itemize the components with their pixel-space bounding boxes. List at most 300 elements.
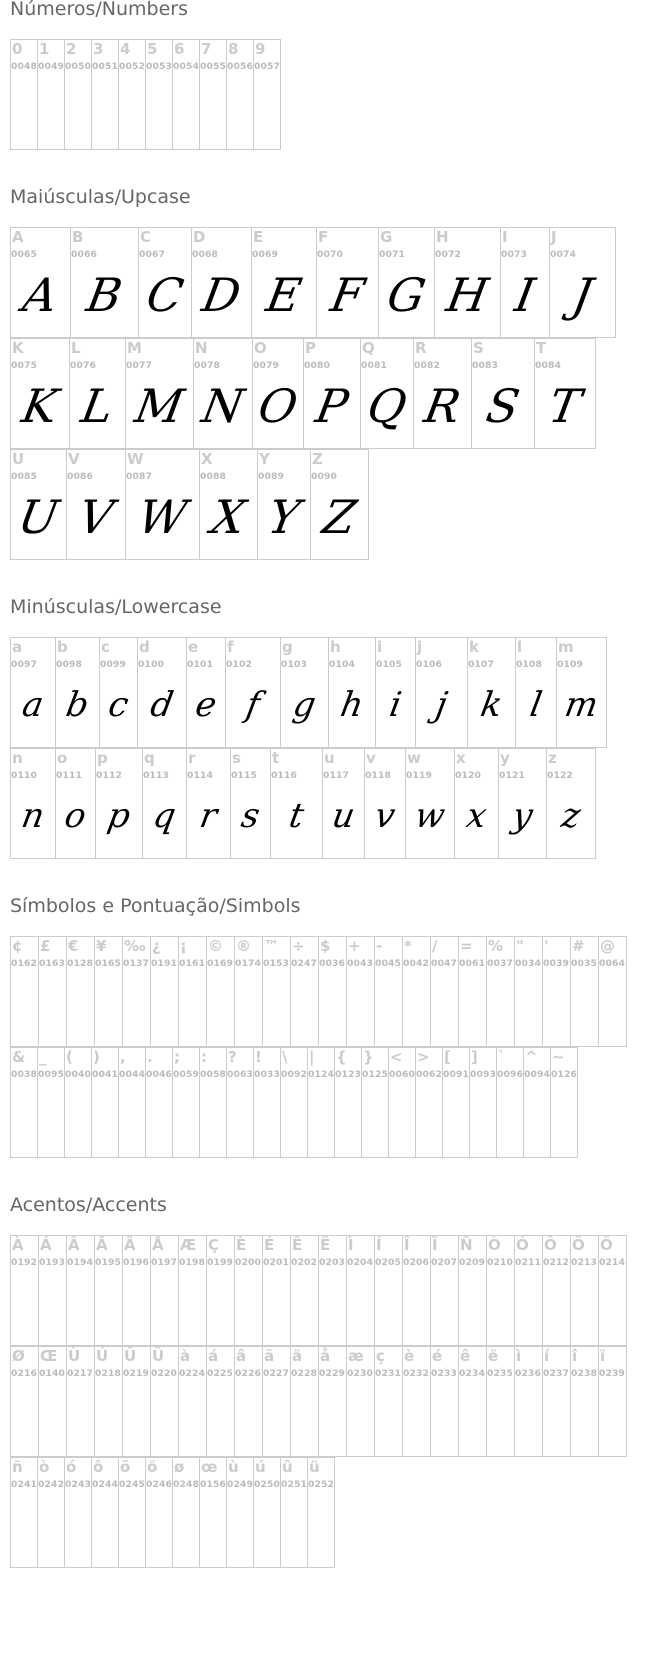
glyph-char-label: é — [432, 1347, 443, 1365]
glyph-code-label: 0137 — [123, 958, 149, 969]
glyph-code-label: 0097 — [11, 659, 37, 670]
glyph-char-label: J — [551, 228, 557, 246]
glyph-char-label: è — [404, 1347, 415, 1365]
glyph-char-label: í — [544, 1347, 550, 1365]
glyph-code-label: 0084 — [535, 360, 561, 371]
glyph-cell — [66, 449, 126, 560]
glyph-char-label: ™ — [264, 937, 279, 955]
glyph-cell — [118, 1457, 146, 1568]
glyph-cell — [125, 449, 200, 560]
glyph-cell — [270, 748, 323, 859]
glyph-cell — [91, 39, 119, 150]
glyph-code-label: 0070 — [317, 249, 343, 260]
glyph-code-label: 0125 — [362, 1069, 388, 1080]
glyph-code-label: 0077 — [126, 360, 152, 371]
glyph-char-label: ¢ — [12, 937, 23, 955]
glyph-char-label: M — [127, 339, 142, 357]
glyph-code-label: 0224 — [179, 1368, 205, 1379]
glyph-char-label: P — [305, 339, 316, 357]
section-title-accents: Acentos/Accents — [10, 1194, 167, 1216]
glyph-char-label: Ä — [124, 1236, 136, 1254]
glyph-preview: a — [19, 685, 47, 725]
glyph-char-label: ò — [39, 1458, 50, 1476]
glyph-char-label: Œ — [40, 1347, 58, 1365]
glyph-code-label: 0098 — [56, 659, 82, 670]
glyph-char-label: Ü — [152, 1347, 165, 1365]
glyph-cell — [142, 748, 187, 859]
glyph-cell — [95, 748, 143, 859]
glyph-cell — [234, 936, 263, 1047]
glyph-code-label: 0039 — [543, 958, 569, 969]
glyph-cell — [500, 227, 550, 338]
glyph-code-label: 0250 — [254, 1479, 280, 1490]
glyph-char-label: U — [12, 450, 25, 468]
glyph-char-label: ` — [498, 1048, 506, 1066]
glyph-cell — [253, 39, 281, 150]
upcase-row — [10, 449, 369, 560]
glyph-char-label: î — [572, 1347, 578, 1365]
glyph-char-label: @ — [600, 937, 615, 955]
glyph-code-label: 0236 — [515, 1368, 541, 1379]
glyph-code-label: 0218 — [95, 1368, 121, 1379]
glyph-cell — [66, 1235, 95, 1346]
glyph-char-label: i — [377, 638, 383, 656]
glyph-code-label: 0174 — [235, 958, 261, 969]
glyph-code-label: 0114 — [187, 770, 213, 781]
glyph-cell — [364, 748, 406, 859]
glyph-code-label: 0195 — [95, 1257, 121, 1268]
glyph-code-label: 0104 — [329, 659, 355, 670]
upcase-row — [10, 227, 616, 338]
glyph-cell — [226, 1047, 254, 1158]
glyph-cell — [145, 1457, 173, 1568]
glyph-char-label: c — [101, 638, 110, 656]
glyph-cell — [430, 1235, 459, 1346]
glyph-cell — [225, 637, 281, 748]
glyph-code-label: 0219 — [123, 1368, 149, 1379]
glyph-cell — [172, 1457, 200, 1568]
glyph-code-label: 0047 — [431, 958, 457, 969]
glyph-code-label: 0192 — [11, 1257, 37, 1268]
glyph-cell — [64, 1457, 92, 1568]
glyph-char-label: Ø — [12, 1347, 25, 1365]
glyph-preview: A — [19, 268, 62, 322]
glyph-char-label: ú — [255, 1458, 266, 1476]
glyph-code-label: 0229 — [319, 1368, 345, 1379]
glyph-cell — [550, 1047, 578, 1158]
glyph-preview: G — [383, 268, 430, 322]
glyph-preview: w — [411, 796, 449, 836]
glyph-preview: j — [432, 685, 451, 725]
glyph-preview: S — [482, 379, 524, 433]
glyph-cell — [137, 637, 187, 748]
glyph-code-label: 0096 — [497, 1069, 523, 1080]
glyph-code-label: 0073 — [501, 249, 527, 260]
glyph-preview: z — [558, 796, 584, 836]
glyph-char-label: : — [201, 1048, 207, 1066]
glyph-cell — [253, 1457, 281, 1568]
glyph-code-label: 0226 — [235, 1368, 261, 1379]
glyph-code-label: 0115 — [231, 770, 257, 781]
glyph-preview: h — [337, 685, 367, 725]
glyph-code-label: 0191 — [151, 958, 177, 969]
glyph-code-label: 0050 — [65, 61, 91, 72]
glyph-code-label: 0206 — [403, 1257, 429, 1268]
glyph-code-label: 0085 — [11, 471, 37, 482]
glyph-char-label: ÷ — [292, 937, 305, 955]
glyph-code-label: 0105 — [376, 659, 402, 670]
glyph-preview: Y — [264, 490, 304, 544]
glyph-preview: I — [511, 268, 539, 322]
glyph-code-label: 0153 — [263, 958, 289, 969]
glyph-char-label: X — [201, 450, 213, 468]
glyph-preview: D — [198, 268, 245, 322]
glyph-code-label: 0216 — [11, 1368, 37, 1379]
glyph-cell — [318, 1346, 347, 1457]
glyph-cell — [467, 637, 516, 748]
glyph-cell — [37, 39, 65, 150]
glyph-char-label: Û — [124, 1347, 137, 1365]
glyph-cell — [10, 338, 70, 449]
glyph-code-label: 0080 — [304, 360, 330, 371]
glyph-cell — [186, 637, 226, 748]
glyph-cell — [69, 338, 126, 449]
glyph-char-label: 0 — [12, 40, 23, 58]
glyph-char-label: ^ — [525, 1048, 538, 1066]
glyph-cell — [290, 1235, 319, 1346]
glyph-cell — [10, 39, 38, 150]
glyph-cell — [150, 1346, 179, 1457]
glyph-cell — [10, 449, 67, 560]
glyph-char-label: h — [330, 638, 341, 656]
glyph-cell — [310, 449, 369, 560]
glyph-code-label: 0035 — [571, 958, 597, 969]
glyph-char-label: Ò — [488, 1236, 501, 1254]
glyph-code-label: 0161 — [179, 958, 205, 969]
glyph-char-label: ä — [292, 1347, 303, 1365]
glyph-char-label: Æ — [180, 1236, 197, 1254]
glyph-char-label: V — [68, 450, 80, 468]
glyph-char-label: , — [120, 1048, 126, 1066]
glyph-preview: H — [442, 268, 493, 322]
glyph-preview: L — [77, 379, 118, 433]
glyph-code-label: 0060 — [389, 1069, 415, 1080]
glyph-char-label: K — [12, 339, 24, 357]
glyph-code-label: 0099 — [100, 659, 126, 670]
glyph-code-label: 0203 — [319, 1257, 345, 1268]
glyph-code-label: 0089 — [258, 471, 284, 482]
glyph-cell — [322, 748, 365, 859]
glyph-code-label: 0124 — [308, 1069, 334, 1080]
glyph-char-label: | — [309, 1048, 315, 1066]
glyph-char-label: Á — [40, 1236, 52, 1254]
glyph-code-label: 0245 — [119, 1479, 145, 1490]
glyph-code-label: 0231 — [375, 1368, 401, 1379]
glyph-cell — [374, 1235, 403, 1346]
glyph-cell — [280, 1457, 308, 1568]
glyph-char-label: < — [390, 1048, 403, 1066]
glyph-cell — [413, 338, 472, 449]
upcase-row — [10, 338, 596, 449]
glyph-char-label: + — [348, 937, 361, 955]
glyph-cell — [118, 1047, 146, 1158]
glyph-code-label: 0069 — [252, 249, 278, 260]
glyph-char-label: O — [254, 339, 267, 357]
glyph-cell — [361, 1047, 389, 1158]
glyph-char-label: ã — [264, 1347, 275, 1365]
glyph-preview: k — [477, 685, 506, 725]
glyph-char-label: j — [417, 638, 423, 656]
glyph-char-label: _ — [39, 1048, 47, 1066]
section-title-numbers: Números/Numbers — [10, 0, 188, 20]
glyph-cell — [598, 1235, 627, 1346]
glyph-char-label: * — [404, 937, 412, 955]
glyph-code-label: 0121 — [499, 770, 525, 781]
glyph-preview: T — [544, 379, 586, 433]
glyph-code-label: 0211 — [515, 1257, 541, 1268]
glyph-code-label: 0247 — [291, 958, 317, 969]
glyph-cell — [91, 1047, 119, 1158]
glyph-char-label: ü — [309, 1458, 320, 1476]
accents-row — [10, 1346, 627, 1457]
glyph-code-label: 0036 — [319, 958, 345, 969]
glyph-preview: l — [527, 685, 545, 725]
glyph-code-label: 0197 — [151, 1257, 177, 1268]
glyph-code-label: 0061 — [459, 958, 485, 969]
glyph-char-label: / — [432, 937, 438, 955]
glyph-cell — [10, 936, 39, 1047]
glyph-cell — [199, 1457, 227, 1568]
glyph-cell — [496, 1047, 524, 1158]
glyph-char-label: s — [232, 749, 241, 767]
glyph-preview: R — [420, 379, 465, 433]
glyph-code-label: 0244 — [92, 1479, 118, 1490]
glyph-preview: d — [147, 685, 177, 725]
glyph-cell — [415, 1047, 443, 1158]
glyph-code-label: 0111 — [56, 770, 82, 781]
glyph-cell — [486, 936, 515, 1047]
glyph-char-label: o — [57, 749, 68, 767]
glyph-cell — [55, 748, 96, 859]
glyph-code-label: 0112 — [96, 770, 122, 781]
glyph-code-label: 0063 — [227, 1069, 253, 1080]
glyph-char-label: b — [57, 638, 68, 656]
glyph-code-label: 0225 — [207, 1368, 233, 1379]
glyph-preview: V — [74, 490, 118, 544]
glyph-code-label: 0239 — [599, 1368, 625, 1379]
glyph-char-label: õ — [120, 1458, 131, 1476]
glyph-code-label: 0076 — [70, 360, 96, 371]
glyph-code-label: 0199 — [207, 1257, 233, 1268]
glyph-char-label: É — [264, 1236, 275, 1254]
glyph-preview: P — [311, 379, 353, 433]
glyph-char-label: l — [517, 638, 523, 656]
glyph-code-label: 0074 — [550, 249, 576, 260]
glyph-char-label: u — [324, 749, 335, 767]
glyph-cell — [206, 936, 235, 1047]
glyph-char-label: Î — [404, 1236, 410, 1254]
glyph-char-label: Â — [68, 1236, 80, 1254]
glyph-code-label: 0066 — [71, 249, 97, 260]
glyph-preview: U — [14, 490, 63, 544]
glyph-code-label: 0243 — [65, 1479, 91, 1490]
glyph-char-label: v — [366, 749, 376, 767]
glyph-code-label: 0117 — [323, 770, 349, 781]
glyph-char-label: ë — [488, 1347, 499, 1365]
glyph-char-label: ' — [544, 937, 549, 955]
glyph-char-label: ! — [255, 1048, 262, 1066]
glyph-cell — [178, 1235, 207, 1346]
glyph-char-label: D — [193, 228, 206, 246]
glyph-cell — [94, 1346, 123, 1457]
glyph-code-label: 0122 — [547, 770, 573, 781]
glyph-preview: g — [290, 685, 319, 725]
glyph-cell — [193, 338, 253, 449]
glyph-cell — [334, 1047, 362, 1158]
glyph-cell — [10, 227, 71, 338]
glyph-char-label: { — [336, 1048, 347, 1066]
glyph-preview: b — [63, 685, 92, 725]
numbers-row — [10, 39, 281, 150]
glyph-char-label: Õ — [572, 1236, 585, 1254]
glyph-char-label: H — [436, 228, 449, 246]
glyph-code-label: 0248 — [173, 1479, 199, 1490]
glyph-code-label: 0082 — [414, 360, 440, 371]
glyph-cell — [199, 1047, 227, 1158]
glyph-cell — [471, 338, 535, 449]
glyph-cell — [38, 1346, 67, 1457]
glyph-cell — [402, 1346, 431, 1457]
glyph-char-label: Ù — [68, 1347, 81, 1365]
glyph-char-label: C — [140, 228, 152, 246]
glyph-char-label: ? — [228, 1048, 237, 1066]
glyph-cell — [206, 1346, 235, 1457]
glyph-code-label: 0071 — [379, 249, 405, 260]
glyph-char-label: W — [127, 450, 144, 468]
glyph-code-label: 0075 — [11, 360, 37, 371]
glyph-char-label: ñ — [12, 1458, 23, 1476]
glyph-char-label: t — [272, 749, 280, 767]
glyph-char-label: \ — [282, 1048, 288, 1066]
glyph-char-label: R — [415, 339, 427, 357]
glyph-char-label: n — [12, 749, 23, 767]
glyph-code-label: 0235 — [487, 1368, 513, 1379]
glyph-cell — [570, 936, 599, 1047]
glyph-code-label: 0052 — [119, 61, 145, 72]
glyph-char-label: à — [180, 1347, 191, 1365]
glyph-code-label: 0108 — [516, 659, 542, 670]
glyph-preview: C — [142, 268, 188, 322]
glyph-code-label: 0083 — [472, 360, 498, 371]
glyph-cell — [172, 1047, 200, 1158]
glyph-code-label: 0165 — [95, 958, 121, 969]
glyph-cell — [66, 936, 95, 1047]
glyph-char-label: Ï — [432, 1236, 438, 1254]
glyph-preview: B — [82, 268, 127, 322]
glyph-code-label: 0209 — [459, 1257, 485, 1268]
glyph-cell — [290, 1346, 319, 1457]
glyph-code-label: 0103 — [281, 659, 307, 670]
glyph-preview: n — [18, 796, 48, 836]
glyph-code-label: 0041 — [92, 1069, 118, 1080]
glyph-preview: i — [386, 685, 405, 725]
glyph-code-label: 0220 — [151, 1368, 177, 1379]
glyph-code-label: 0106 — [416, 659, 442, 670]
accents-row — [10, 1235, 627, 1346]
glyph-cell — [458, 1235, 487, 1346]
glyph-code-label: 0120 — [455, 770, 481, 781]
glyph-cell — [64, 39, 92, 150]
glyph-char-label: ® — [236, 937, 251, 955]
glyph-code-label: 0194 — [67, 1257, 93, 1268]
glyph-code-label: 0116 — [271, 770, 297, 781]
glyph-cell — [542, 1235, 571, 1346]
glyph-code-label: 0086 — [67, 471, 93, 482]
glyph-char-label: w — [407, 749, 421, 767]
glyph-preview: x — [463, 796, 490, 836]
glyph-code-label: 0107 — [468, 659, 494, 670]
glyph-char-label: Ì — [348, 1236, 354, 1254]
glyph-cell — [328, 637, 376, 748]
glyph-char-label: ì — [516, 1347, 522, 1365]
glyph-char-label: á — [208, 1347, 219, 1365]
glyph-code-label: 0043 — [347, 958, 373, 969]
glyph-char-label: # — [572, 937, 585, 955]
glyph-code-label: 0087 — [126, 471, 152, 482]
glyph-char-label: Ô — [544, 1236, 557, 1254]
glyph-char-label: 6 — [174, 40, 185, 58]
glyph-cell — [99, 637, 138, 748]
glyph-code-label: 0109 — [557, 659, 583, 670]
glyph-preview: y — [509, 796, 536, 836]
glyph-cell — [10, 1457, 38, 1568]
glyph-cell — [70, 227, 139, 338]
glyph-char-label: 8 — [228, 40, 239, 58]
glyph-char-label: 5 — [147, 40, 158, 58]
glyph-char-label: I — [502, 228, 508, 246]
glyph-code-label: 0090 — [311, 471, 337, 482]
glyph-char-label: " — [516, 937, 524, 955]
glyph-char-label: m — [558, 638, 574, 656]
glyph-cell — [37, 1047, 65, 1158]
glyph-cell — [145, 1047, 173, 1158]
glyph-code-label: 0079 — [253, 360, 279, 371]
glyph-code-label: 0064 — [599, 958, 625, 969]
glyph-preview: M — [131, 379, 188, 433]
glyph-char-label: x — [456, 749, 466, 767]
glyph-preview: X — [207, 490, 250, 544]
glyph-code-label: 0057 — [254, 61, 280, 72]
glyph-preview: s — [238, 796, 263, 836]
glyph-cell — [262, 936, 291, 1047]
glyph-char-label: a — [12, 638, 23, 656]
glyph-char-label: % — [488, 937, 504, 955]
glyph-code-label: 0049 — [38, 61, 64, 72]
glyph-char-label: ï — [600, 1347, 606, 1365]
glyph-char-label: r — [188, 749, 196, 767]
glyph-char-label: ~ — [552, 1048, 565, 1066]
glyph-code-label: 0037 — [487, 958, 513, 969]
glyph-cell — [257, 449, 311, 560]
glyph-cell — [307, 1457, 335, 1568]
glyph-char-label: g — [282, 638, 293, 656]
section-title-lowercase: Minúsculas/Lowercase — [10, 596, 222, 618]
glyph-char-label: ù — [228, 1458, 239, 1476]
glyph-char-label: Y — [259, 450, 270, 468]
glyph-char-label: > — [417, 1048, 430, 1066]
glyph-cell — [598, 936, 627, 1047]
glyph-char-label: B — [72, 228, 84, 246]
